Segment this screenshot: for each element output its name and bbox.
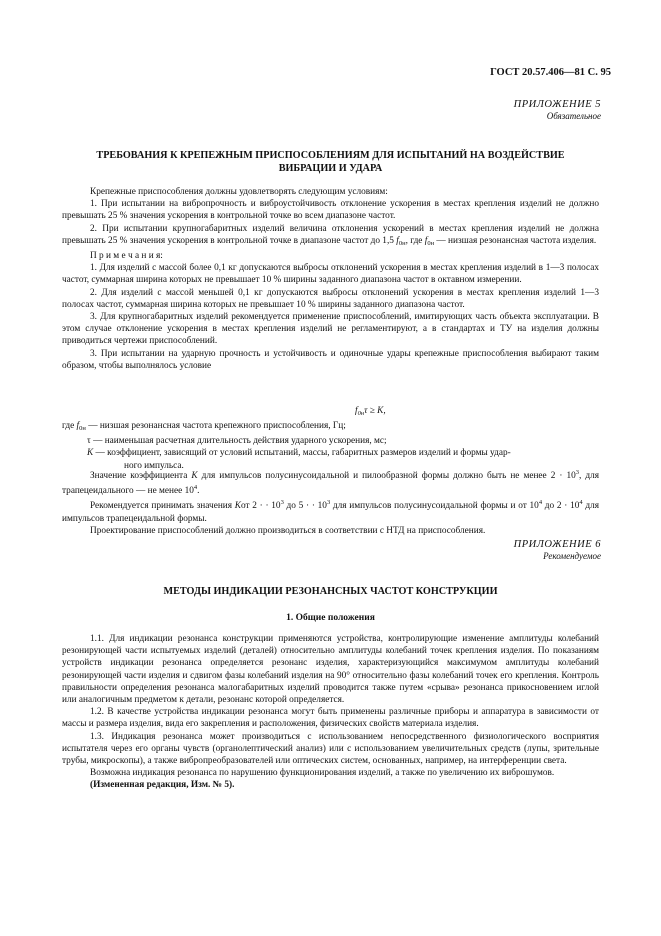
design-paragraph: Проектирование приспособлений должно производиться в соответствии с НТД на приспособления. [90, 525, 486, 536]
definition-k-continued: ного импульса. [124, 460, 184, 471]
note-1: 1. Для изделий с массой более 0,1 кг допускаются выбросы отклонений ускорения в местах крепления изделий в 1—3 полосах частот, суммарная ширина которых не превышает 10 % ширины заданного диапазона частот в октавном измерении. [62, 263, 599, 286]
item-3: 3. При испытании на ударную прочность и устойчивость и одиночные удары крепежные приспособления выбирают таким образом, чтобы выполнялось условие [62, 348, 599, 371]
appendix-6-label: ПРИЛОЖЕНИЕ 6 [513, 539, 601, 550]
section-1-heading: 1. Общие положения [286, 613, 375, 623]
shock-condition-formula: $f_{0н}\tau \ge K$, [355, 406, 386, 417]
item-1: 1. При испытании на вибропрочность и виброустойчивость отклонение ускорения в местах крепления изделий не должно превышать 25 % значения ускорения в контрольной точке во всем диапазоне частот. [62, 199, 599, 222]
paragraph-possible: Возможна индикация резонанса по нарушению функционирования изделий, а также по увеличению их виброшумов. [90, 768, 555, 779]
page-header: ГОСТ 20.57.406—81 С. 95 [490, 67, 611, 78]
definition-f0n: где $f_{0н}$ — низшая резонансная частота крепежного приспособления, Гц; [62, 421, 346, 432]
intro-paragraph: Крепежные приспособления должны удовлетворять следующим условиям: [90, 187, 388, 197]
appendix-5-title [60, 149, 601, 175]
k-value-paragraph: Значение коэффициента K для импульсов полусинусоидальной и пилообразной формы должно быть не менее $2 \cdot 10^3$, для трапецеидального — не менее $10^4$. [62, 469, 600, 497]
appendix-5-tail [62, 467, 599, 537]
appendix-5-status: Обязательное [546, 111, 601, 122]
appendix-6-body [62, 633, 599, 792]
paragraph-1-3: 1.3. Индикация резонанса может производиться с использованием непосредственного физиологического восприятия испытателя через его органы чувств (органолептический анализ) или с использованием увеличительных средств (лупы, зрительные трубы, микроскопы), а также вибропреобразователей или оптических систем, основанных, например, на интерференции света. [62, 731, 599, 767]
note-2: 2. Для изделий с массой меньшей 0,1 кг допускаются выбросы отклонений ускорения в местах крепления изделий 1—3 полосах частот, суммарная ширина которых не превышает 10 % ширины заданного диапазона частот. [62, 287, 599, 310]
recommendation-paragraph: Рекомендуется принимать значения Kот 2 · · $10^3$ до 5 · · $10^3$ для импульсов полусинусоидальной формы и от $10^4$ до $2 \cdot 10^4$ для импульсов трапецеидальной формы. [62, 499, 599, 524]
definitions-list [62, 420, 599, 472]
appendix-5-body [62, 186, 599, 372]
appendix-5-title-line-2: ВИБРАЦИИ И УДАРА [278, 163, 383, 174]
appendix-5-title-line-1: ТРЕБОВАНИЯ К КРЕПЕЖНЫМ ПРИСПОСОБЛЕНИЯМ ДЛЯ ИСПЫТАНИЙ НА ВОЗДЕЙСТВИЕ [96, 150, 565, 161]
appendix-6-label-block [514, 539, 601, 562]
definition-tau: τ — наименьшая расчетная длительность действия ударного ускорения, мс; [87, 436, 387, 447]
paragraph-1-2: 1.2. В качестве устройства индикации резонанса могут быть применены различные приборы и аппаратура в зависимости от массы и размера изделия, вида его закрепления и расположения, физических свойств материала изделия. [62, 707, 599, 730]
definition-k: K — коэффициент, зависящий от условий испытаний, массы, габаритных размеров изделий и формы удар- [87, 448, 511, 459]
paragraph-1-1: 1.1. Для индикации резонанса конструкции применяются устройства, контролирующие изменение амплитуды колебаний резонирующей части испытуемых изделий (деталей) относительно амплитуды колебаний точек крепления изделия. По показаниям устройств индикации резонанса определяется резонанс изделия, характеризующийся максимумом амплитуды колебаний резонирующей части изделия и сдвигом фазы колебаний изделия на 90° относительно фазы колебаний точек его крепления. Контроль правильности определения резонанса малогабаритных изделий проводится также путем «срыва» резонанса прикосновением иглой или аналогичным предметом к детали, резонанс которой определяется. [62, 634, 599, 706]
appendix-6-status: Рекомендуемое [543, 551, 601, 562]
notes-label: П р и м е ч а н и я: [90, 251, 163, 262]
edition-note: (Измененная редакция, Изм. № 5). [90, 780, 235, 791]
appendix-5-label: ПРИЛОЖЕНИЕ 5 [513, 99, 601, 110]
appendix-6-title: МЕТОДЫ ИНДИКАЦИИ РЕЗОНАНСНЫХ ЧАСТОТ КОНСТРУКЦИИ [163, 586, 498, 597]
note-3: 3. Для крупногабаритных изделий рекомендуется применение приспособлений, имитирующих часть объекта эксплуатации. В этом случае отклонение ускорения в местах крепления изделий не регламентируют, а в стандартах и ТУ на изделия должны приводиться чертежи приспособлений. [62, 312, 599, 347]
appendix-5-label-block [514, 99, 601, 122]
item-2: 2. При испытании крупногабаритных изделий величина отклонения ускорений в местах крепления изделий не должна превышать 25 % значения ускорения в контрольной точке в диапазоне частот до 1,5 $f_{0н}$, где $f_{0н}$ — низшая резонансная частота изделия. [62, 223, 599, 247]
